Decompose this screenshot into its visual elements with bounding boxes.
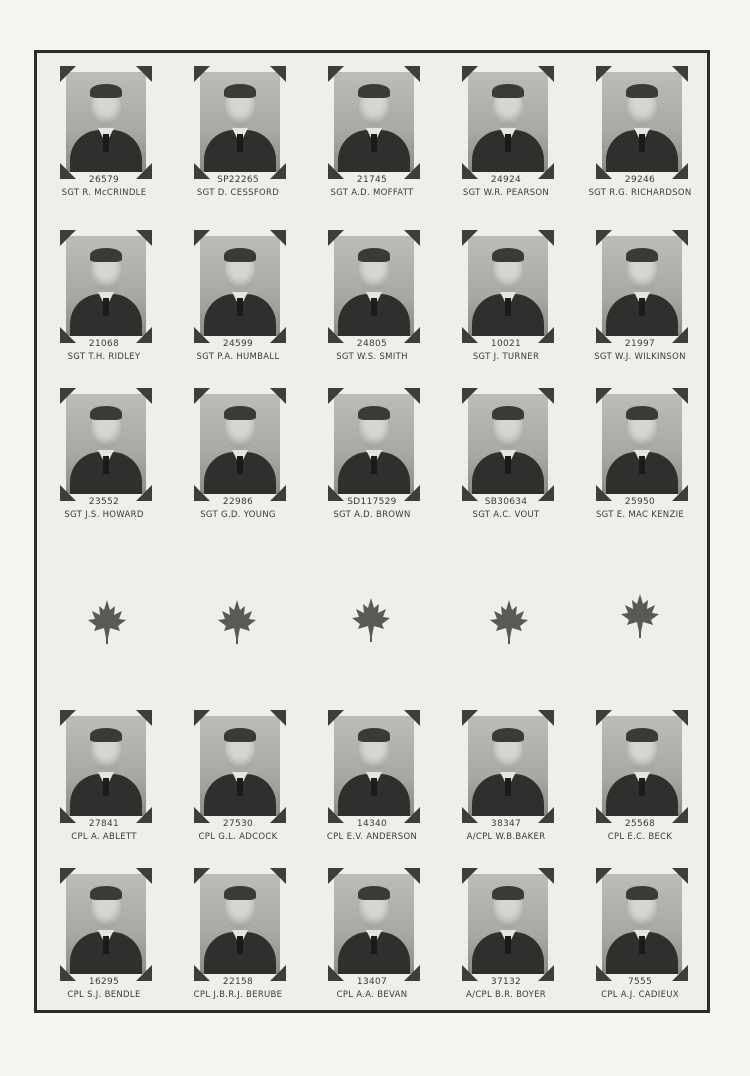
maple-leaf-icon (488, 598, 530, 646)
service-number: 24805 (356, 339, 388, 349)
person-name: SGT A.D. MOFFATT (330, 188, 414, 198)
portrait-photo (200, 72, 280, 172)
portrait-card (39, 860, 169, 1005)
service-number: 26579 (88, 175, 120, 185)
service-number: 38347 (490, 819, 522, 829)
portrait-photo (602, 394, 682, 494)
person-name: A/CPL B.R. BOYER (466, 990, 546, 1000)
person-name: A/CPL W.B.BAKER (466, 832, 546, 842)
service-number: 27530 (222, 819, 254, 829)
portrait-photo (334, 236, 414, 336)
portrait-photo (602, 72, 682, 172)
portrait-card (441, 702, 571, 847)
person-name: SGT P.A. HUMBALL (196, 352, 280, 362)
portrait-photo (66, 716, 146, 816)
person-name: SGT J.S. HOWARD (64, 510, 144, 520)
maple-leaf-icon (619, 592, 661, 640)
portrait-photo (66, 394, 146, 494)
portrait-card (575, 58, 705, 203)
portrait-photo (468, 394, 548, 494)
service-number: 22158 (222, 977, 254, 987)
service-number: 13407 (356, 977, 388, 987)
portrait-card (575, 222, 705, 367)
portrait-card (441, 380, 571, 525)
person-name: CPL E.V. ANDERSON (326, 832, 418, 842)
portrait-card (173, 222, 303, 367)
person-name: SGT R.G. RICHARDSON (588, 188, 692, 198)
portrait-card (39, 702, 169, 847)
portrait-card (307, 222, 437, 367)
portrait-photo (602, 874, 682, 974)
service-number: 24924 (490, 175, 522, 185)
portrait-photo (200, 394, 280, 494)
portrait-card (173, 58, 303, 203)
person-name: SGT A.D. BROWN (333, 510, 411, 520)
person-name: CPL A.A. BEVAN (336, 990, 408, 1000)
portrait-photo (468, 716, 548, 816)
person-name: SGT D. CESSFORD (196, 188, 280, 198)
service-number: SB30634 (484, 497, 528, 507)
service-number: 25568 (624, 819, 656, 829)
portrait-photo (468, 72, 548, 172)
service-number: 21745 (356, 175, 388, 185)
maple-leaf-icon (86, 598, 128, 646)
service-number: 23552 (88, 497, 120, 507)
person-name: SGT E. MAC KENZIE (595, 510, 685, 520)
portrait-photo (468, 236, 548, 336)
portrait-photo (66, 874, 146, 974)
portrait-photo (334, 874, 414, 974)
maple-leaf-icon (216, 598, 258, 646)
portrait-card (575, 702, 705, 847)
service-number: 21997 (624, 339, 656, 349)
person-name: CPL A. ABLETT (71, 832, 137, 842)
person-name: SGT J. TURNER (472, 352, 540, 362)
portrait-card (575, 860, 705, 1005)
portrait-photo (334, 716, 414, 816)
service-number: 22986 (222, 497, 254, 507)
person-name: SGT T.H. RIDLEY (67, 352, 141, 362)
portrait-card (173, 380, 303, 525)
portrait-photo (200, 716, 280, 816)
service-number: 14340 (356, 819, 388, 829)
service-number: 29246 (624, 175, 656, 185)
person-name: SGT G.D. YOUNG (200, 510, 276, 520)
person-name: SGT W.S. SMITH (336, 352, 408, 362)
service-number: 24599 (222, 339, 254, 349)
service-number: 21068 (88, 339, 120, 349)
person-name: SGT W.R. PEARSON (462, 188, 550, 198)
service-number: 25950 (624, 497, 656, 507)
portrait-card (307, 860, 437, 1005)
service-number: 10021 (490, 339, 522, 349)
portrait-card (307, 702, 437, 847)
service-number: SD117529 (347, 497, 397, 507)
person-name: SGT A.C. VOUT (472, 510, 540, 520)
portrait-card (307, 58, 437, 203)
service-number: 27841 (88, 819, 120, 829)
portrait-card (575, 380, 705, 525)
maple-leaf-icon (350, 596, 392, 644)
portrait-card (307, 380, 437, 525)
service-number: SP22265 (217, 175, 259, 185)
service-number: 7555 (627, 977, 653, 987)
portrait-photo (602, 236, 682, 336)
person-name: CPL S.J. BENDLE (67, 990, 141, 1000)
portrait-card (39, 222, 169, 367)
person-name: CPL G.L. ADCOCK (198, 832, 278, 842)
portrait-card (441, 222, 571, 367)
portrait-photo (200, 874, 280, 974)
portrait-card (173, 860, 303, 1005)
portrait-card (441, 58, 571, 203)
portrait-card (173, 702, 303, 847)
person-name: CPL A.J. CADIEUX (601, 990, 679, 1000)
portrait-photo (200, 236, 280, 336)
portrait-photo (468, 874, 548, 974)
portrait-photo (602, 716, 682, 816)
person-name: SGT R. McCRINDLE (61, 188, 147, 198)
service-number: 37132 (490, 977, 522, 987)
portrait-photo (334, 72, 414, 172)
portrait-card (39, 58, 169, 203)
portrait-photo (66, 72, 146, 172)
service-number: 16295 (88, 977, 120, 987)
portrait-card (441, 860, 571, 1005)
portrait-photo (66, 236, 146, 336)
portrait-photo (334, 394, 414, 494)
portrait-card (39, 380, 169, 525)
person-name: CPL J.B.R.J. BERUBE (193, 990, 283, 1000)
person-name: CPL E.C. BECK (607, 832, 673, 842)
person-name: SGT W.J. WILKINSON (594, 352, 686, 362)
